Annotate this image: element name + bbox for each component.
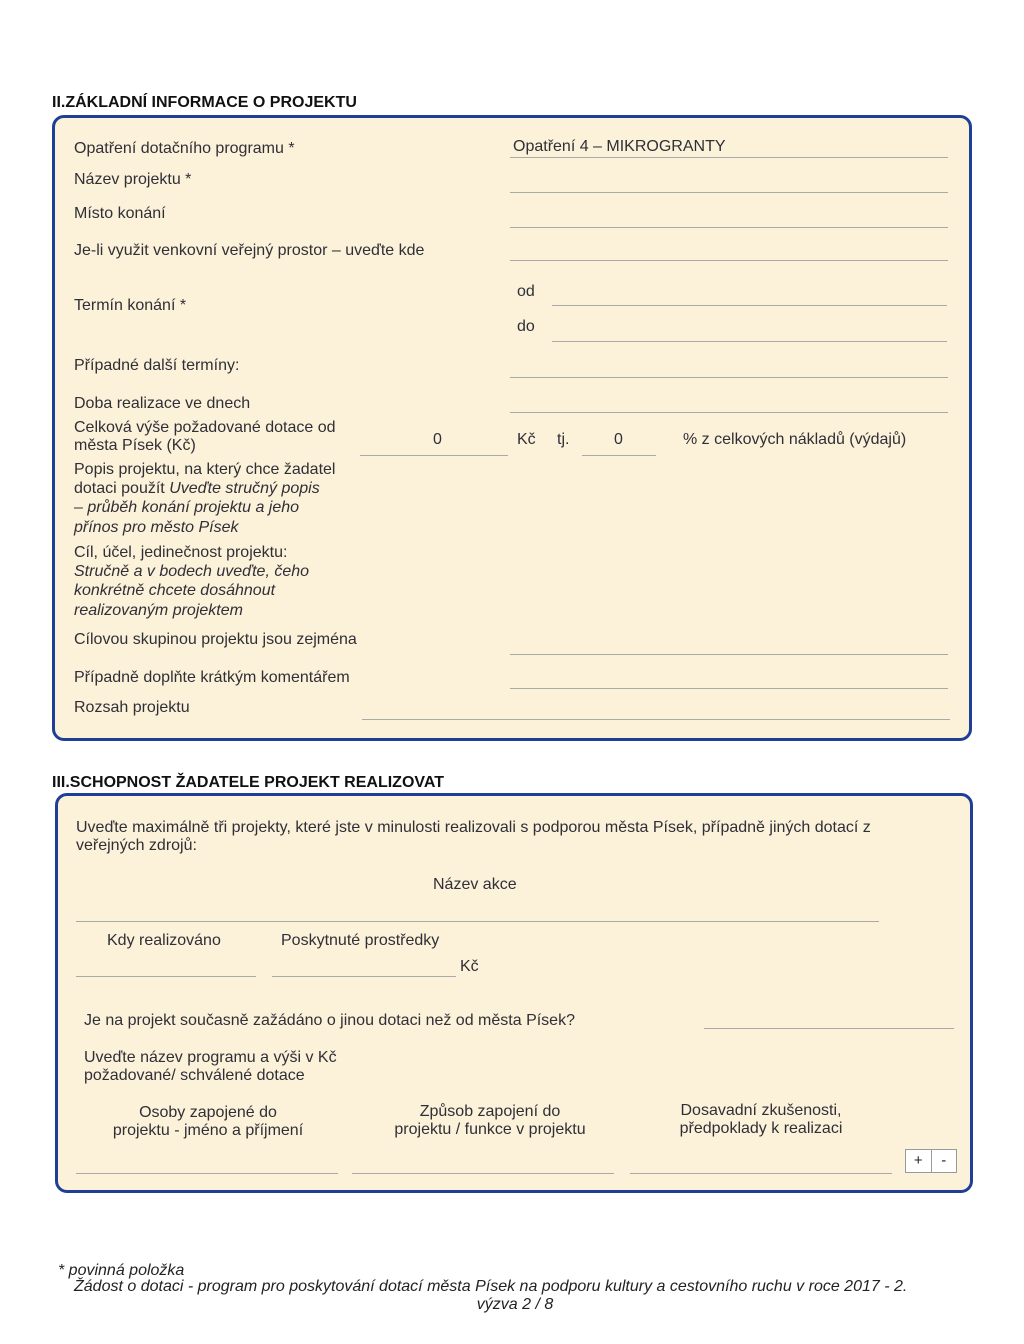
intro-line-2: veřejných zdrojů:: [76, 837, 197, 854]
term-to-label: do: [517, 318, 535, 335]
term-label: Termín konání *: [74, 297, 187, 314]
goal-hint-2: konkrétně chcete dosáhnout: [74, 582, 276, 599]
amount-label-1: Celková výše požadované dotace od: [74, 419, 336, 436]
percent-value[interactable]: 0: [614, 431, 623, 448]
outdoor-space-label: Je-li využit venkovní veřejný prostor – uveďte kde: [74, 242, 425, 259]
funds-currency: Kč: [460, 958, 479, 975]
involvement-label-1: Způsob zapojení do: [419, 1103, 561, 1120]
other-grant-question: Je na projekt současně zažádáno o jinou dotaci než od města Písek?: [84, 1012, 575, 1029]
place-field[interactable]: [510, 227, 948, 228]
measure-label: Opatření dotačního programu *: [74, 140, 295, 157]
target-group-field[interactable]: [510, 654, 948, 655]
other-grant-field[interactable]: [704, 1028, 954, 1029]
term-to-field[interactable]: [552, 341, 947, 342]
outdoor-space-field[interactable]: [510, 260, 948, 261]
description-hint-3: přínos pro město Písek: [74, 519, 239, 536]
amount-currency: Kč: [517, 431, 536, 448]
amount-value[interactable]: 0: [433, 431, 442, 448]
action-name-field[interactable]: [76, 921, 879, 922]
row-controls: [905, 1149, 957, 1173]
funds-label: Poskytnuté prostředky: [281, 932, 440, 949]
funds-field[interactable]: [272, 976, 456, 977]
term-from-label: od: [517, 283, 535, 300]
measure-value: Opatření 4 – MIKROGRANTY: [513, 138, 726, 155]
section-2-title: II.ZÁKLADNÍ INFORMACE O PROJEKTU: [52, 94, 357, 111]
involvement-label-2: projektu / funkce v projektu: [394, 1121, 586, 1138]
percent-label: % z celkových nákladů (výdajů): [683, 431, 907, 448]
persons-label-1: Osoby zapojené do: [139, 1104, 277, 1121]
duration-field[interactable]: [510, 412, 948, 413]
program-label-1: Uveďte název programu a výši v Kč: [84, 1049, 337, 1066]
experience-label-1: Dosavadní zkušenosti,: [680, 1102, 842, 1119]
remove-row-button[interactable]: -: [941, 1152, 947, 1169]
involvement-field[interactable]: [352, 1173, 614, 1174]
amount-label-2: města Písek (Kč): [74, 437, 196, 454]
action-name-label: Název akce: [433, 876, 517, 893]
percent-field[interactable]: [582, 455, 656, 456]
project-name-field[interactable]: [510, 192, 948, 193]
add-row-button[interactable]: +: [906, 1150, 932, 1172]
measure-field[interactable]: [510, 157, 948, 158]
other-terms-field[interactable]: [510, 377, 948, 378]
description-hint-1: Uveďte stručný popis: [169, 480, 320, 497]
description-hint-2: – průběh konání projektu a jeho: [74, 499, 300, 516]
target-group-label: Cílovou skupinou projektu jsou zejména: [74, 631, 357, 648]
other-terms-label: Případné další termíny:: [74, 357, 240, 374]
goal-label: Cíl, účel, jedinečnost projektu:: [74, 544, 288, 561]
description-label-1: Popis projektu, na který chce žadatel: [74, 461, 336, 478]
section-3-title: III.SCHOPNOST ŽADATELE PROJEKT REALIZOVAT: [52, 774, 445, 791]
intro-line-1: Uveďte maximálně tři projekty, které jste v minulosti realizovali s podporou města Písek, případně jiných dotací z: [76, 819, 871, 836]
page-number: výzva 2 / 8: [476, 1296, 554, 1313]
persons-label-2: projektu - jméno a příjmení: [112, 1122, 304, 1139]
amount-field[interactable]: [360, 455, 508, 456]
description-label-2: dotaci použít Uveďte stručný popis: [74, 480, 320, 497]
document-title: Žádost o dotaci - program pro poskytování dotací města Písek na podporu kultury a cestovního ruchu v roce 2017 - 2.: [74, 1278, 908, 1295]
comment-label: Případně doplňte krátkým komentářem: [74, 669, 350, 686]
duration-label: Doba realizace ve dnech: [74, 395, 251, 412]
program-label-2: požadované/ schválené dotace: [84, 1067, 305, 1084]
term-from-field[interactable]: [552, 305, 947, 306]
place-label: Místo konání: [74, 205, 166, 222]
when-field[interactable]: [76, 976, 256, 977]
goal-hint-1: Stručně a v bodech uveďte, čeho: [74, 563, 310, 580]
required-note: * povinná položka: [58, 1262, 185, 1279]
comment-field[interactable]: [510, 688, 948, 689]
experience-field[interactable]: [630, 1173, 892, 1174]
persons-field[interactable]: [76, 1173, 338, 1174]
goal-hint-3: realizovaným projektem: [74, 602, 243, 619]
scope-label: Rozsah projektu: [74, 699, 190, 716]
project-name-label: Název projektu *: [74, 171, 192, 188]
scope-field[interactable]: [362, 719, 950, 720]
ie-label: tj.: [557, 431, 570, 448]
experience-label-2: předpoklady k realizaci: [679, 1120, 843, 1137]
when-label: Kdy realizováno: [107, 932, 221, 949]
